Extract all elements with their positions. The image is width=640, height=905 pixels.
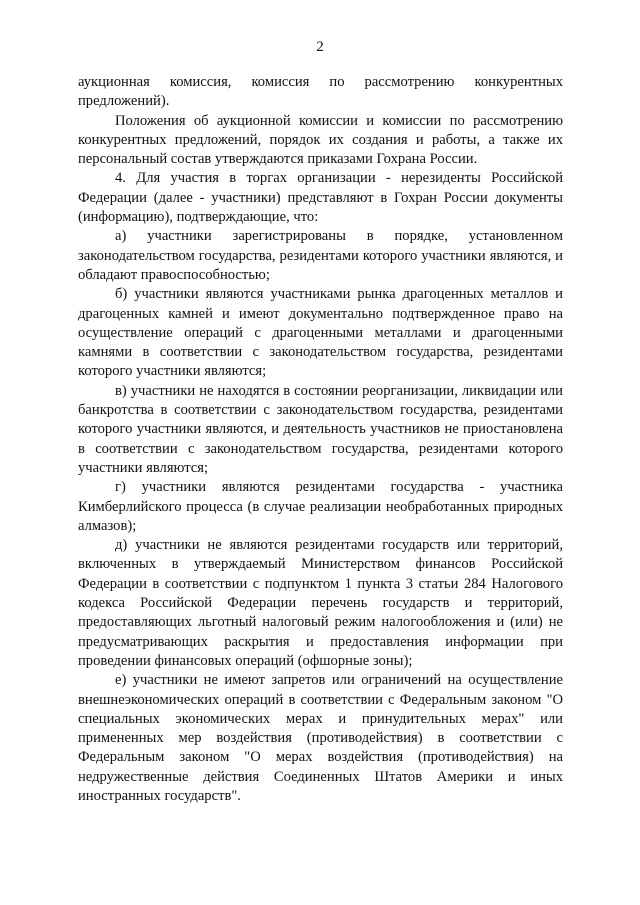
- paragraph-subitem-e: е) участники не имеют запретов или ограничений на осуществление внешнеэкономических операций в соответствии с Федеральным законом "О специальных экономических мерах и принудительных мерах" или примененных мер воздействия (противодействия) в соответствии с Федеральным законом "О мерах воздействия (противодействия) на недружественные действия Соединенных Штатов Америки и иных иностранных государств".: [78, 672, 563, 804]
- paragraph-subitem-g: г) участники являются резидентами государства - участника Кимберлийского процесса (в случае реализации необработанных природных алмазов);: [78, 479, 563, 534]
- paragraph-subitem-d: д) участники не являются резидентами государств или территорий, включенных в утверждаемый Министерством финансов Российской Федерации в соответствии с подпунктом 1 пункта 3 статьи 284 Налогового кодекса Российской Федерации перечень государств и территорий, предоставляющих льготный налоговый режим налогообложения и (или) не предусматривающих раскрытия и предоставления информации при проведении финансовых операций (офшорные зоны);: [78, 537, 563, 669]
- document-body: [78, 73, 563, 806]
- paragraph-continuation: аукционная комиссия, комиссия по рассмотрению конкурентных предложений).: [78, 74, 563, 110]
- paragraph-item-4: 4. Для участия в торгах организации - нерезиденты Российской Федерации (далее - участники) представляют в Гохран России документы (информацию), подтверждающие, что:: [78, 170, 563, 226]
- paragraph-subitem-b: б) участники являются участниками рынка драгоценных металлов и драгоценных камней и имеют документально подтвержденное право на осуществление операций с драгоценными металлами и драгоценными камнями в соответствии с законодательством государства, резидентами которого участники являются;: [78, 286, 563, 380]
- paragraph-commission-regulations: Положения об аукционной комиссии и комиссии по рассмотрению конкурентных предложений, порядок их создания и работы, а также их персональный состав утверждаются приказами Гохрана России.: [78, 112, 563, 168]
- paragraph-subitem-a: а) участники зарегистрированы в порядке, установленном законодательством государства, резидентами которого участники являются, и обладают правоспособностью;: [78, 228, 563, 283]
- page-number: 2: [316, 39, 324, 55]
- paragraph-subitem-v: в) участники не находятся в состоянии реорганизации, ликвидации или банкротства в соответствии с законодательством государства, резидентами которого участники являются, и деятельность участников не приостановлена в соответствии с законодательством государства, резидентами которого участники являются;: [78, 382, 563, 476]
